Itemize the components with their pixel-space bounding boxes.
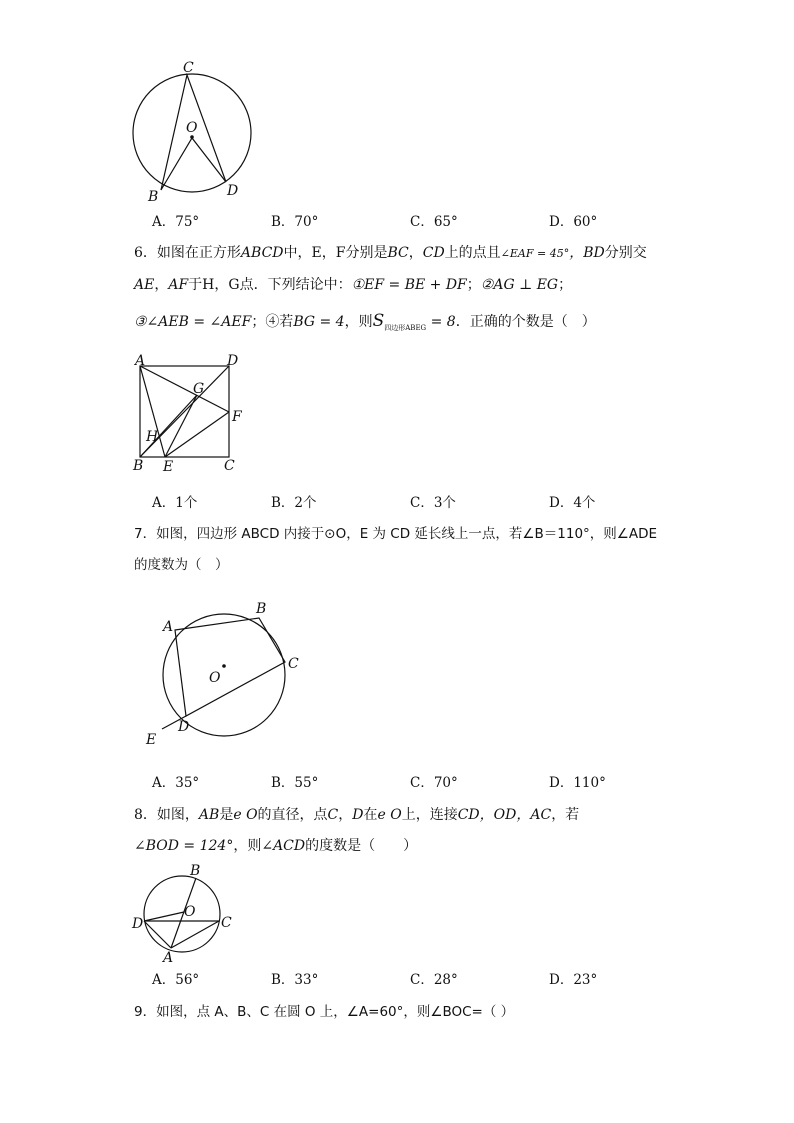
q6-text: ； xyxy=(558,277,573,293)
q5-option-b: B．70° xyxy=(271,214,319,230)
q6-segment-af: AF xyxy=(168,277,189,293)
q6-label-d: D xyxy=(227,353,239,369)
q8-circle-symbol: e O xyxy=(377,807,402,823)
q6-label-b: B xyxy=(133,458,144,474)
q7-label-a: A xyxy=(163,619,174,635)
q8-text: 的直径，点 xyxy=(257,807,328,823)
q5-label-d: D xyxy=(227,183,239,199)
q5-label-c: C xyxy=(183,60,194,76)
q8-text: 的度数是（ ） xyxy=(305,838,418,854)
q6-text: ， xyxy=(408,245,423,261)
q8-text: ，则 xyxy=(233,838,262,854)
q6-square-name: ABCD xyxy=(240,245,284,261)
q6-condition: ∠EAF = 45° xyxy=(500,247,570,260)
q6-option-c: C．3个 xyxy=(410,495,456,511)
q8-segment-od xyxy=(144,912,184,921)
q8-condition: ∠BOD = 124° xyxy=(134,838,234,854)
q6-text: ； xyxy=(466,277,481,293)
q8-label-o: O xyxy=(184,904,196,920)
q6-area-value: = 8 xyxy=(426,314,456,330)
q7-option-a: A．35° xyxy=(152,775,200,791)
q8-text: 是 xyxy=(219,807,234,823)
q6-text: 分别交 xyxy=(604,245,647,261)
q6-label-g: G xyxy=(193,381,205,397)
q6-side-cd: CD xyxy=(422,245,445,261)
q8-label-a: A xyxy=(163,950,174,966)
q5-option-d: D．60° xyxy=(549,214,598,230)
q6-conclusion-1: ①EF = BE + DF xyxy=(351,277,467,293)
q6-label-c: C xyxy=(224,458,235,474)
q6-label-e: E xyxy=(163,459,174,475)
q8-segments: CD，OD，AC xyxy=(457,807,552,823)
q8-label-c: C xyxy=(221,915,232,931)
q8-segment-ac xyxy=(171,921,219,948)
q8-asked-angle: ∠ACD xyxy=(261,838,306,854)
q7-label-b: B xyxy=(256,601,267,617)
q8-label-d: D xyxy=(132,916,144,932)
q8-circle-symbol: e O xyxy=(233,807,258,823)
q7-option-c: C．70° xyxy=(410,775,458,791)
q5-option-c: C．65° xyxy=(410,214,458,230)
q6-diagonal-bd: ，BD xyxy=(569,245,605,261)
q8-option-b: B．33° xyxy=(271,972,319,988)
q7-label-d: D xyxy=(178,719,190,735)
q5-label-b: B xyxy=(148,189,159,205)
q8-diameter-ab: AB xyxy=(198,807,220,823)
q8-text: ， xyxy=(338,807,353,823)
q7-option-d: D．110° xyxy=(549,775,606,791)
q6-area-subscript: 四边形ABEG xyxy=(384,324,427,332)
q8-option-a: A．56° xyxy=(152,972,200,988)
q8-segment-ad xyxy=(144,921,171,948)
q6-text: 中，E，F分别是 xyxy=(283,245,388,261)
q6-text: 于H，G点．下列结论中： xyxy=(188,277,352,293)
q6-text: ，则 xyxy=(344,314,373,330)
q6-label-f: F xyxy=(232,409,242,425)
q7-option-b: B．55° xyxy=(271,775,319,791)
q8-point-d: D xyxy=(352,807,364,823)
q8-label-b: B xyxy=(190,863,201,879)
q6-area-symbol: S xyxy=(372,311,385,331)
q6-text: ．正确的个数是（ ） xyxy=(455,314,596,330)
q5-option-a: A．75° xyxy=(152,214,200,230)
q8-option-d: D．23° xyxy=(549,972,598,988)
q8-text: 上，连接 xyxy=(401,807,458,823)
q7-label-c: C xyxy=(288,656,299,672)
q7-stem-line2: 的度数为（ ） xyxy=(134,557,229,573)
q6-condition-bg: BG = 4 xyxy=(293,314,345,330)
q6-label-h: H xyxy=(146,429,159,445)
q6-conclusion-2: ②AG ⊥ EG xyxy=(480,277,559,293)
q8-text: 在 xyxy=(363,807,378,823)
q9-stem-line1: 9．如图，点 A、B、C 在圆 O 上，∠A=60°，则∠BOC=（ ） xyxy=(134,1004,515,1020)
q6-text: ， xyxy=(154,277,169,293)
q6-label-a: A xyxy=(135,353,146,369)
q5-label-o: O xyxy=(186,120,198,136)
q7-label-e: E xyxy=(146,732,157,748)
q6-segment-ae: AE xyxy=(134,277,155,293)
q8-text: 8．如图， xyxy=(134,807,199,823)
q8-text: ，若 xyxy=(551,807,580,823)
q6-conclusion-3: ③∠AEB = ∠AEF xyxy=(134,314,252,330)
q8-circle xyxy=(144,876,220,952)
q7-label-o: O xyxy=(209,670,221,686)
q8-option-c: C．28° xyxy=(410,972,458,988)
q7-stem-line1: 7．如图，四边形 ABCD 内接于⊙O，E 为 CD 延长线上一点，若∠B＝110°，则∠ADE xyxy=(134,526,658,542)
q6-text: 6．如图在正方形 xyxy=(134,245,241,261)
q6-side-bc: BC xyxy=(387,245,409,261)
q6-option-d: D．4个 xyxy=(549,495,596,511)
q6-conclusion-4: ④若 xyxy=(265,314,294,330)
q6-option-b: B．2个 xyxy=(271,495,317,511)
q6-text: 上的点且 xyxy=(444,245,501,261)
q6-text: ； xyxy=(251,314,266,330)
q6-option-a: A．1个 xyxy=(152,495,198,511)
q8-point-c: C xyxy=(327,807,339,823)
